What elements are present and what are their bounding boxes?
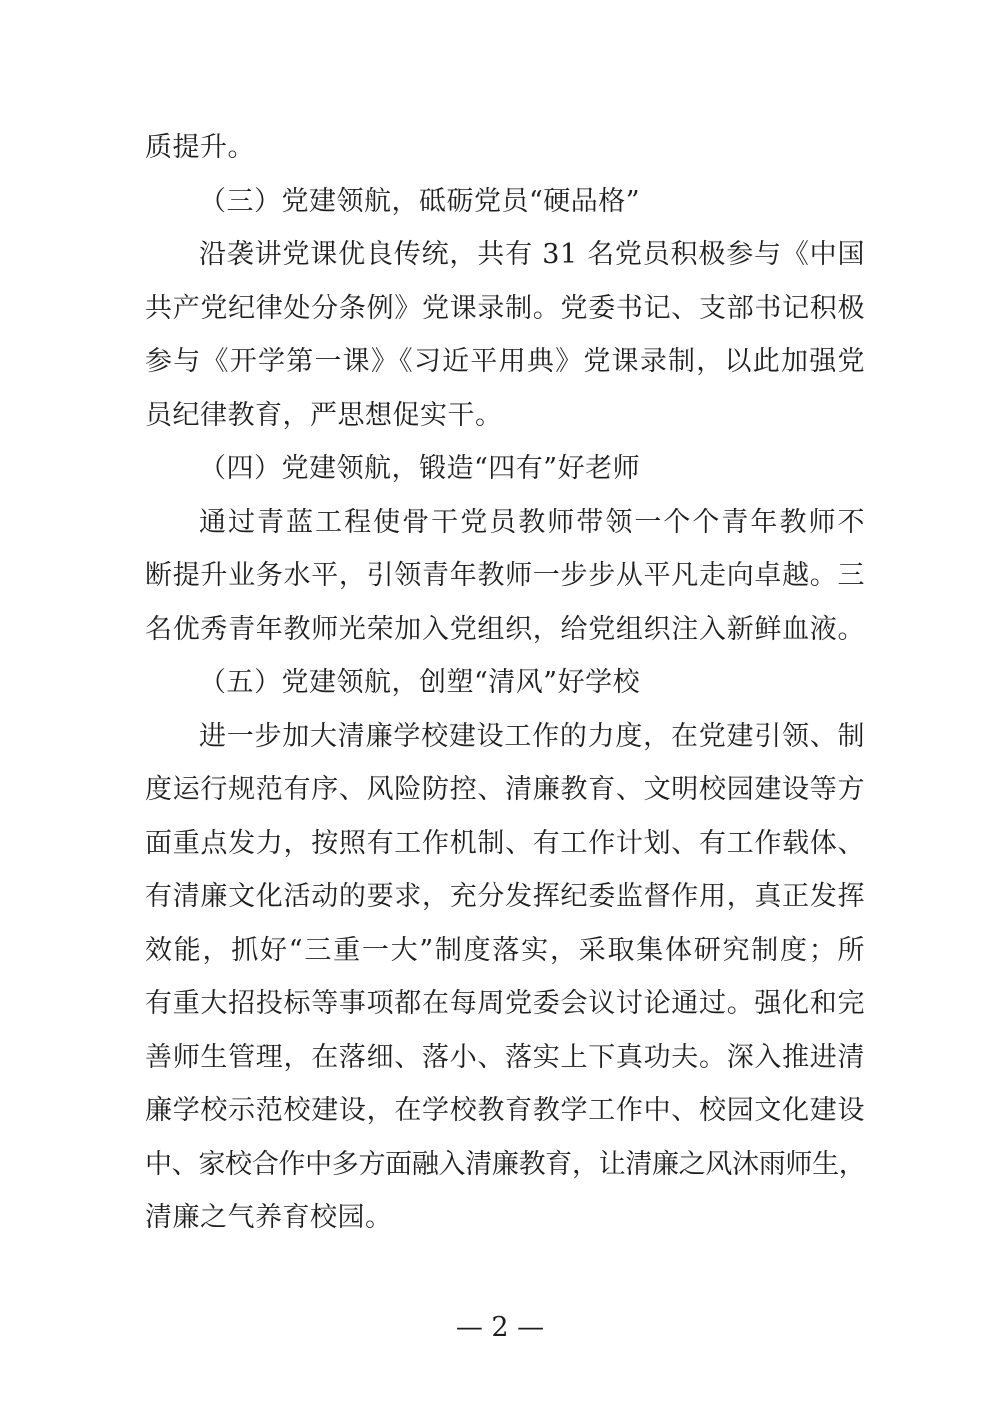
text-line: 共产党纪律处分条例》党课录制。党委书记、支部书记积极: [145, 292, 865, 324]
text-line: 有清廉文化活动的要求，充分发挥纪委监督作用，真正发挥: [145, 881, 865, 912]
text-line: 清廉之气养育校园。: [145, 1202, 393, 1233]
text-line: 名优秀青年教师光荣加入党组织，给党组织注入新鲜血液。: [145, 613, 865, 645]
text-line: 善师生管理，在落细、落小、落实上下真功夫。深入推进清: [145, 1041, 865, 1073]
section-heading-5: （五）党建领航，创塑“清风”好学校: [199, 667, 641, 698]
text-line: 参与《开学第一课》《习近平用典》党课录制，以此加强党: [145, 346, 865, 377]
text-line: 通过青蓝工程使骨干党员教师带领一个个青年教师不: [199, 506, 865, 538]
text-line: 效能，抓好“三重一大”制度落实，采取集体研究制度；所: [145, 934, 865, 966]
text-line: 沿袭讲党课优良传统，共有 31 名党员积极参与《中国: [199, 239, 865, 270]
section-heading-3: （三）党建领航，砥砺党员“硬品格”: [199, 185, 641, 217]
text-line: 员纪律教育，严思想促实干。: [145, 399, 503, 431]
text-line: 面重点发力，按照有工作机制、有工作计划、有工作载体、: [145, 827, 865, 859]
text-line: 廉学校示范校建设，在学校教育教学工作中、校园文化建设: [145, 1095, 865, 1126]
page-number: — 2 —: [455, 1312, 545, 1343]
section-heading-4: （四）党建领航，锻造“四有”好老师: [199, 453, 641, 484]
text-line: 断提升业务水平，引领青年教师一步步从平凡走向卓越。三: [145, 560, 865, 591]
document-body: [145, 121, 865, 1245]
text-line: 进一步加大清廉学校建设工作的力度，在党建引领、制: [199, 720, 865, 752]
text-line: 度运行规范有序、风险防控、清廉教育、文明校园建设等方: [145, 774, 865, 805]
text-line: 中、家校合作中多方面融入清廉教育，让清廉之风沐雨师生，: [145, 1148, 865, 1180]
text-line: 有重大招投标等事项都在每周党委会议讨论通过。强化和完: [145, 988, 865, 1019]
text-line: 质提升。: [145, 132, 255, 163]
